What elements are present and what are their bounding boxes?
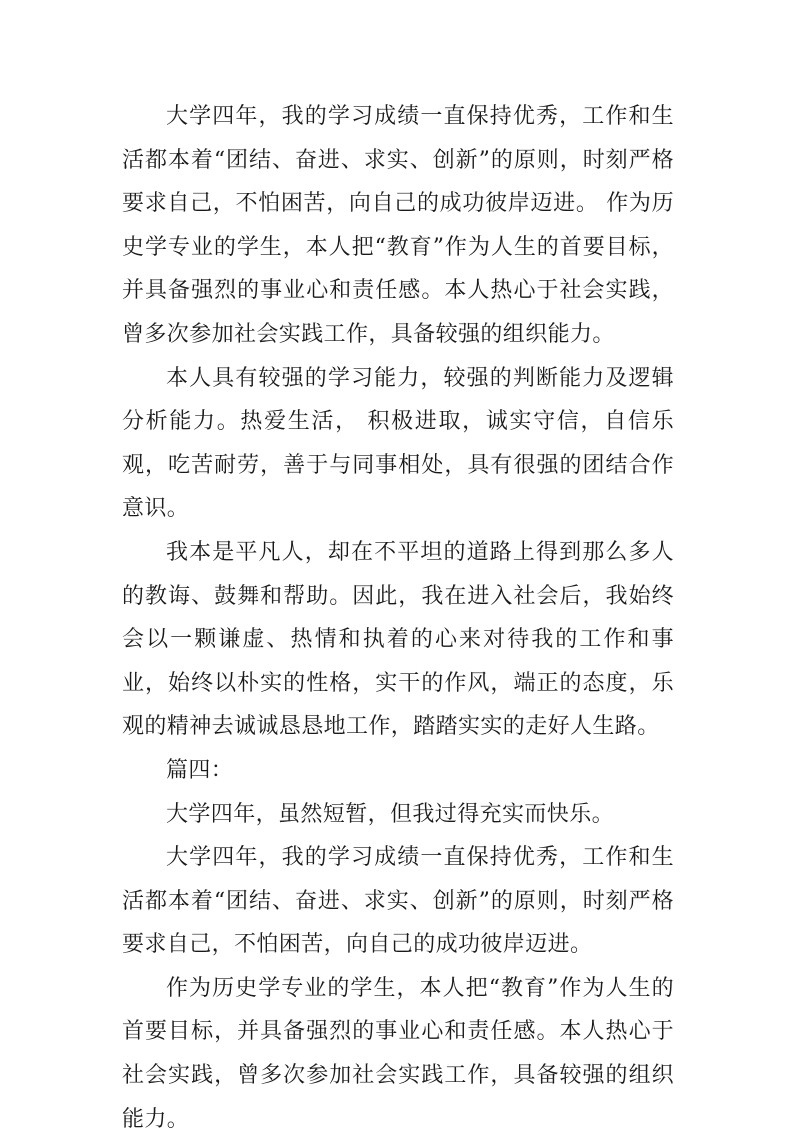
paragraph-4: 大学四年，虽然短暂，但我过得充实而快乐。 [166,801,615,827]
paragraph-2: 本人具有较强的学习能力，较强的判断能力及逻辑分析能力。热爱生活， 积极进取，诚实守信，自信乐观，吃苦耐劳，善于与同事相处，具有很强的团结合作意识。 [122,365,674,522]
paragraph-5: 大学四年，我的学习成绩一直保持优秀，工作和生活都本着“团结、奋进、求实、创新”的原则，时刻严格要求自己，不怕困苦，向自己的成功彼岸迈进。 [122,845,674,958]
document-body [122,95,674,1141]
section-heading-part-four: 篇四： [166,757,234,783]
paragraph-1: 大学四年，我的学习成绩一直保持优秀，工作和生活都本着“团结、奋进、求实、创新”的原则，时刻严格要求自己，不怕困苦，向自己的成功彼岸迈进。 作为历史学专业的学生，本人把“教育”作为人生的首要目标，并具备强烈的事业心和责任感。本人热心于社会实践，曾多次参加社会实践工作，具备较强的组织能力。 [122,104,674,347]
paragraph-3: 我本是平凡人，却在不平坦的道路上得到那么多人的教诲、鼓舞和帮助。因此，我在进入社会后，我始终会以一颗谦虚、热情和执着的心来对待我的工作和事业，始终以朴实的性格，实干的作风，端正的态度，乐观的精神去诚诚恳恳地工作，踏踏实实的走好人生路。 [122,539,674,740]
paragraph-6: 作为历史学专业的学生，本人把“教育”作为人生的首要目标，并具备强烈的事业心和责任感。本人热心于社会实践，曾多次参加社会实践工作，具备较强的组织能力。 [122,975,674,1132]
